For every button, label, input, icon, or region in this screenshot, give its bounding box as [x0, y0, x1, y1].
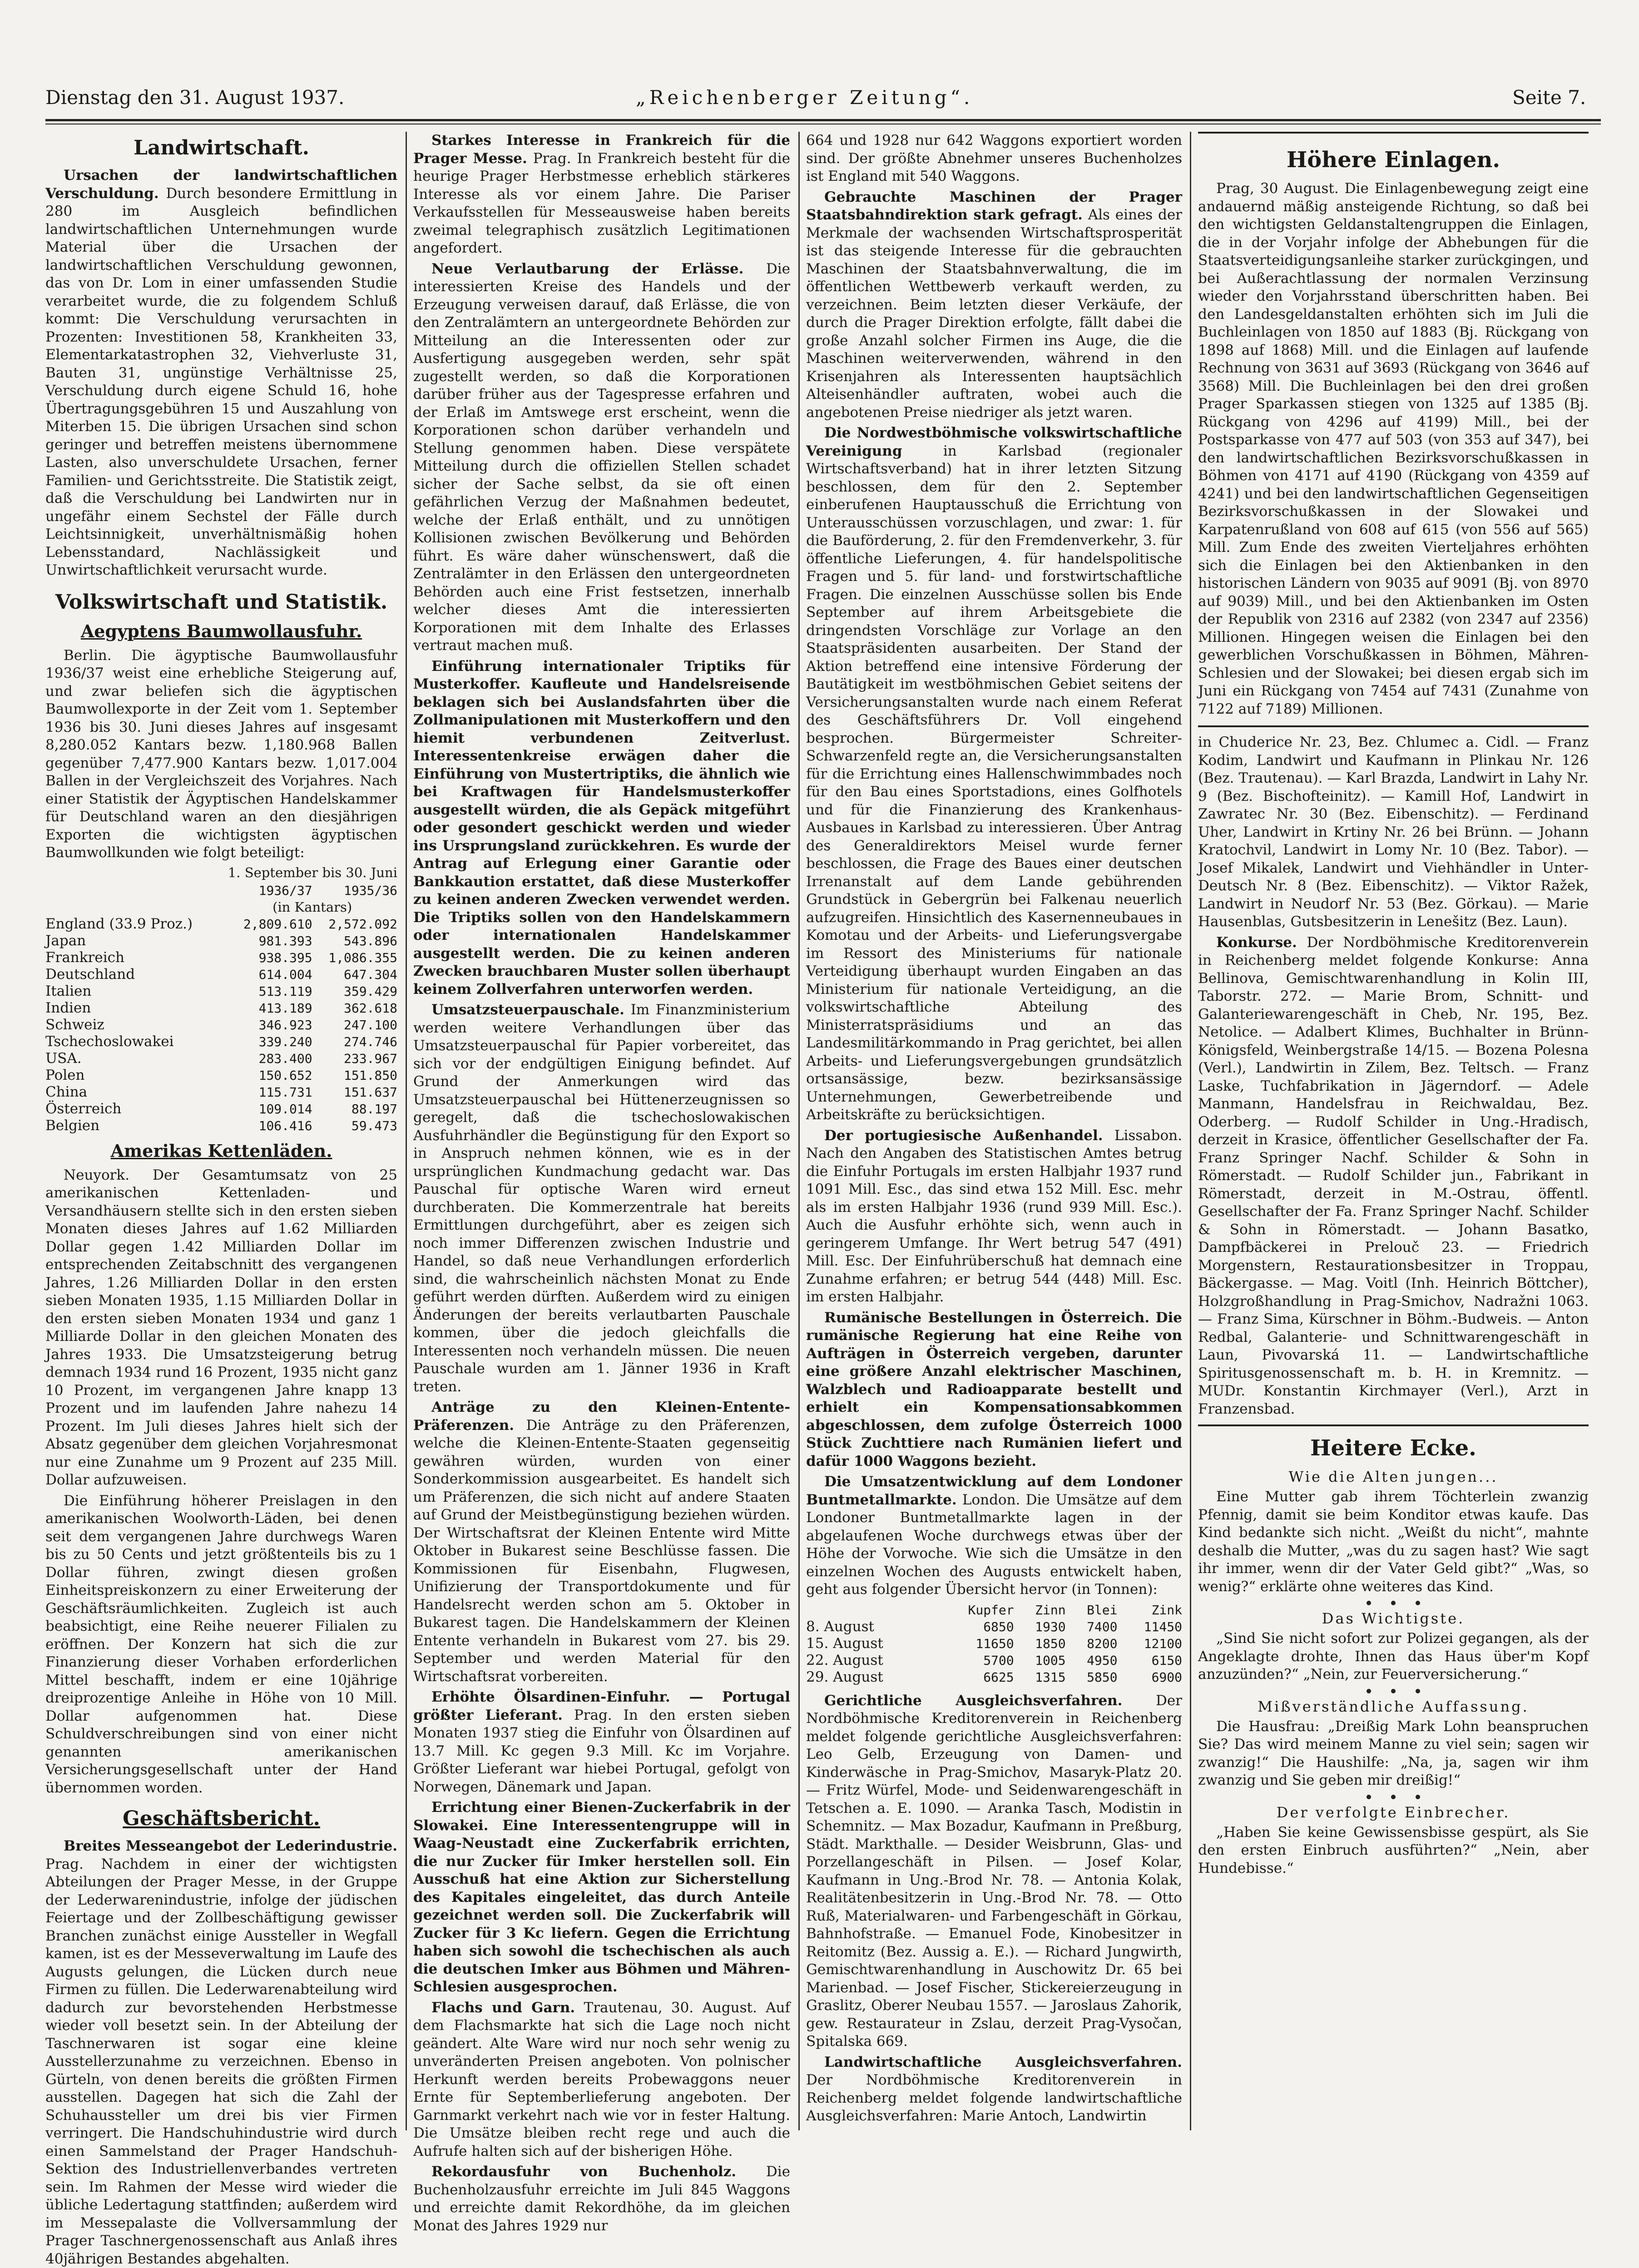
- article-buchenholz-continued: 664 und 1928 nur 642 Waggons exportiert worden sind. Der größte Abnehmer unseres Buchenholzes ist England mit 540 Waggons.: [806, 132, 1182, 184]
- metal-table: [806, 1602, 1182, 1686]
- cotton-country: Japan: [45, 932, 86, 949]
- article-lead: Der portugiesische Außenhandel.: [824, 1127, 1103, 1144]
- metal-zink: 6150: [1151, 1653, 1182, 1668]
- header-rule: [45, 119, 1601, 121]
- article-lead: Ursachen der landwirtschaftlichen Verschuldung.: [45, 167, 397, 202]
- article-lead: Landwirtschaftliche Ausgleichsverfahren.: [824, 2054, 1182, 2070]
- article-einlagen: Prag, 30 August. Die Einlagenbewegung zeigt eine andauernd mäßig ansteigende Richtung, so daß bei den wichtigsten Geldanstaltengruppen die Einlagen, die in der Vorjahr infolge der Abhebungen für die Staatsverteidigungsanleihe starker zurückgingen, und bei Außerachtlassung der normalen Verzinsung wieder den Vorjahrsstand überschritten haben. Bei den Landesgeldanstalten erhöhten sich im Juli die Buchleinlagen von 1850 auf 1883 (Bj. Rückgang von 1898 auf 1868) Mill. und die Einlagen auf laufende Rechnung von 3631 auf 3693 (Rückgang von 3646 auf 3568) Mill. Die Buchleinlagen bei den drei großen Prager Sparkassen stiegen von 1325 auf 1385 (Bj. Rückgang von 4296 auf 4199) Mill., bei der Postsparkasse von 477 auf 503 (von 353 auf 347), bei den landwirtschaftlichen Bezirksvorschußkassen in Böhmen von 4171 auf 4190 (Rückgang von 4359 auf 4241) und bei den landwirtschaftlichen Gegenseitigen Bezirksvorschußkassen in der Slowakei und Karpatenrußland von 608 auf 615 (von 556 auf 565) Mill. Zum Ende des zweiten Vierteljahres erhöhten sich die Einlagen bei den Aktienbanken in den historischen Ländern von 9035 auf 9091 (Bj. von 8970 auf 9039) Mill., und bei den Aktienbanken im Osten der Republik von 2316 auf 2382 (von 2347 auf 2356) Millionen. Hingegen weisen die Einlagen bei den gewerblichen Vorschußkassen in Böhmen, Mähren-Schlesien und der Slowakei; bei diesen ergab sich im Juni ein Rückgang von 7454 auf 7431 (Zunahme von 7122 auf 7189) Millionen.: [1198, 180, 1589, 717]
- metal-col-zink: Zink: [1151, 1602, 1182, 1618]
- metal-table-header: [806, 1602, 1182, 1618]
- article-baumwolle: Berlin. Die ägyptische Baumwollausfuhr 1936/37 weist eine erhebliche Steigerung auf, und zwar beliefen sich die ägyptischen Baumwollexporte in der Zeit vom 1. September 1936 bis 30. Juni dieses Jahres auf insgesamt 8,280.052 Kantars bezw. 1,180.968 Ballen gegenüber 7,477.900 Kantars bezw. 1,017.004 Ballen in der Vergleichszeit des Vorjahres. Nach einer Statistik der Ägyptischen Handelskammer für Deutschland waren an den diesjährigen Exporten die wichtigsten ägyptischen Baumwollkunden wie folgt beteiligt:: [45, 647, 397, 861]
- cotton-value-1936: 115.731: [258, 1084, 312, 1100]
- cotton-value-1936: 283.400: [258, 1051, 312, 1066]
- cotton-value-1935: 359.429: [343, 983, 397, 999]
- article-body: Prag. In den ersten sieben Monaten 1937 stieg die Einfuhr von Ölsardinen auf 13.7 Mill. Kc gegen 9.3 Mill. Kc im Vorjahre. Größter Lieferant war hiebei Portugal, gefolgt von Norwegen, Dänemark und Japan.: [413, 1707, 790, 1795]
- metal-zinn: 1315: [1035, 1669, 1066, 1685]
- heitere-ecke-box: [1198, 1424, 1589, 1877]
- separator-dots: [1198, 1598, 1589, 1607]
- cotton-col-1935: 1935/36: [343, 883, 397, 898]
- metal-table-row: [806, 1635, 1182, 1652]
- article-body: Der Nordböhmische Kreditorenverein in Reichenberg meldet folgende landwirtschaftliche Ausgleichsverfahren: Marie Antoch, Landwirtin: [806, 2072, 1182, 2124]
- cotton-value-1936: 938.395: [258, 950, 312, 965]
- article-lead: Neue Verlautbarung der Erlässe.: [431, 260, 744, 277]
- joke-title-3: Mißverständliche Auffassung.: [1258, 1697, 1529, 1715]
- column-3: [806, 132, 1182, 2130]
- article-lederindustrie: [45, 1837, 397, 2268]
- cotton-value-1936: 106.416: [258, 1118, 312, 1133]
- cotton-country: Frankreich: [45, 949, 124, 966]
- article-konkurse: [1198, 934, 1589, 1419]
- cotton-table-row: [45, 1067, 397, 1084]
- cotton-value-1936: 981.393: [258, 933, 312, 948]
- cotton-table-row: [45, 966, 397, 983]
- joke-text-1: Eine Mutter gab ihrem Töchterlein zwanzig Pfennig, damit sie beim Konditor etwas kaufe. Das Kind bedankte sich nicht. „Weißt du nicht“, mahnte deshalb die Mutter, „was du zu sagen hast? Wie sagt ihr immer, wenn dir der Vater Geld gibt?“ „Was, so wenig?“ erklärte ohne weiteres das Kind.: [1198, 1489, 1589, 1595]
- article-title-kettenlaeden: Amerikas Kettenläden.: [110, 1140, 332, 1161]
- article-lead: Erhöhte Ölsardinen-Einfuhr. — Portugal größter Lieferant.: [413, 1689, 790, 1723]
- article-flachs: [413, 1999, 790, 2161]
- article-kettenlaeden: Neuyork. Der Gesamtumsatz von 25 amerikanischen Kettenladen- und Versandhäusern stellte sich in den ersten sieben Monaten dieses Jahres auf 1.62 Milliarden Dollar gegen 1.42 Milliarden Dollar im entsprechenden Zeitabschnitt des vergangenen Jahres, 1.26 Milliarden Dollar in den ersten sieben Monaten 1935, 1.15 Milliarden Dollar in den ersten sieben Monaten 1934 und ganz 1 Milliarde Dollar in den gleichen Monaten des Jahres 1933. Die Umsatzsteigerung betrug demnach 1934 rund 16 Prozent, 1935 nicht ganz 10 Prozent, im vergangenen Jahre knapp 13 Prozent und im laufenden Jahre nahezu 14 Prozent. Im Juli dieses Jahres hielt sich der Absatz gegenüber dem gleichen Vorjahresmonat nur eine Zunahme um 9 Prozent auf 235 Mill. Dollar aufzuweisen.: [45, 1166, 397, 1488]
- article-body: Der Nordböhmische Kreditorenverein in Reichenberg meldet folgende gerichtliche Ausgleichsverfahren: Leo Gelb, Erzeugung von Damen- und Kinderwäsche in Prag-Smichov, Masaryk-Platz 20. — Fritz Würfel, Mode- und Seidenwarengeschäft in Tetschen a. E. 1090. — Aranka Tasch, Modistin in Schemnitz. — Max Bozadur, Kaufmann in Preßburg, Städt. Markthalle. — Desider Weisbrunn, Glas- und Porzellangeschäft in Pilsen. — Josef Kolar, Kaufmann in Ung.-Brod Nr. 78. — Antonia Kolak, Realitätenbesitzerin in Ung.-Brod Nr. 78. — Otto Ruß, Materialwaren- und Farbengeschäft in Görkau, Bahnhofstraße. — Emanuel Fode, Kinobesitzer in Reitomitz (Bez. Aussig a. E.). — Richard Jungwirth, Gemischtwarenhandlung in Auschowitz Dr. 65 bei Marienbad. — Josef Fischer, Stickereierzeugung in Graslitz, Oberer Neubau 1557. — Jaroslaus Zahorik, gew. Restaurateur in Zslau, derzeit Prag-Vysočan, Spitalska 669.: [806, 1692, 1182, 2050]
- column-2: [413, 132, 790, 2234]
- cotton-table-row: [45, 1017, 397, 1033]
- cotton-table-row: [45, 1117, 397, 1134]
- cotton-country: Belgien: [45, 1117, 100, 1134]
- article-oelsardinen: [413, 1688, 790, 1796]
- section-heading-volkswirtschaft: Volkswirtschaft und Statistik.: [55, 590, 388, 614]
- cotton-table-row: [45, 933, 397, 949]
- header-date: Dienstag den 31. August 1937.: [45, 86, 345, 109]
- joke-text-2: „Sind Sie nicht sofort zur Polizei gegangen, als der Angeklagte drohte, Ihnen das Haus über'm Kopf anzuzünden?“ „Nein, zur Feuerversicherung.“: [1198, 1630, 1589, 1682]
- section-heading-landwirtschaft: Landwirtschaft.: [134, 136, 309, 159]
- cotton-value-1935: 1,086.355: [328, 950, 397, 965]
- metal-kupfer: 5700: [983, 1653, 1014, 1668]
- article-body: Prag. In Frankreich besteht für die heurige Prager Herbstmesse erheblich stärkeres Interesse als vor einem Jahre. Die Pariser Verkaufsstellen für Messeausweise haben bereits zweimal telegraphisch zusätzlich Legitimationen angefordert.: [413, 150, 790, 256]
- column-divider-3: [1190, 132, 1191, 2130]
- cotton-value-1936: 109.014: [258, 1101, 312, 1117]
- article-portugal: [806, 1127, 1182, 1306]
- article-body: Der Nordböhmische Kreditorenverein in Reichenberg meldet folgende Konkurse: Anna Bellinova, Gemischtwarenhandlung in Kolin III, Taborstr. 272. — Marie Brom, Schnitt- und Galanteriewarengeschäft in Cheb, Nr. 195, Bez. Netolice. — Adalbert Klimes, Buchhalter in Brünn-Königsfeld, Weinbergstraße 14/15. — Bozena Polesna (Verl.), Landwirtin in Zilem, Bez. Teltsch. — Franz Laske, Tuchfabrikation in Jägerndorf. — Adele Manmann, Handelsfrau in Reichwaldau, Bez. Oderberg. — Rudolf Schilder in Ung.-Hradisch, derzeit in Krasice, öffentlicher Gesellschafter der Fa. Franz Springer Nachf. Schilder & Sohn in Römerstadt. — Rudolf Schilder jun., Fabrikant in Römerstadt, derzeit in M.-Ostrau, öffentl. Gesellschafter der Fa. Franz Springer Nachf. Schilder & Sohn in Römerstadt. — Johann Basatko, Dampfbäckerei in Prelouč 23. — Friedrich Morgenstern, Restaurationsbesitzer in Troppau, Bäckergasse. — Mag. Voitl (Inh. Heinrich Böttcher), Holzgroßhandlung in Prag-Smichov, Nadražni 1063. — Franz Sima, Kürschner in Böhm.-Budweis. — Anton Redbal, Galanterie- und Schnittwarengeschäft in Laun, Pivovarská 11. — Landwirtschaftliche Spiritusgenossenschaft m. b. H. in Kremnitz. — MUDr. Konstantin Kirchmayer (Verl.), Arzt in Franzensbad.: [1198, 934, 1589, 1417]
- section-heading-geschaeftsbericht: Geschäftsbericht.: [123, 1807, 320, 1830]
- metal-kupfer: 6625: [983, 1669, 1014, 1685]
- article-frankreich-messe: [413, 132, 790, 258]
- metal-zinn: 1005: [1035, 1653, 1066, 1668]
- metal-col-blei: Blei: [1087, 1602, 1118, 1618]
- metal-table-row: [806, 1669, 1182, 1686]
- cotton-table-row: [45, 983, 397, 1000]
- metal-table-row: [806, 1618, 1182, 1635]
- article-lead: Umsatzsteuerpauschale.: [431, 1002, 624, 1018]
- article-body: London. Die Umsätze auf dem Londoner Buntmetallmarkte lagen in der abgelaufenen Woche durchwegs etwas über der Höhe der Vorwoche. Wie sich die Umsätze in den einzelnen Wochen des Augusts entwickelt haben, geht aus folgender Übersicht hervor (in Tonnen):: [806, 1491, 1182, 1598]
- article-rumaenien: [806, 1309, 1182, 1471]
- masthead: „Reichenberger Zeitung“.: [636, 86, 974, 109]
- article-landw-ausgleich: [806, 2054, 1182, 2125]
- box-hoehere-einlagen: [1198, 132, 1589, 727]
- cotton-country: Polen: [45, 1067, 85, 1083]
- cotton-country: Österreich: [45, 1100, 122, 1117]
- article-lead: Gebrauchte Maschinen der Prager Staatsbahndirektion stark gefragt.: [806, 189, 1182, 223]
- article-lead: Gerichtliche Ausgleichsverfahren.: [824, 1692, 1123, 1709]
- article-lead: Einführung internationaler Triptiks für Musterkoffer.: [413, 658, 790, 692]
- article-body: Als eines der Merkmale der wachsenden Wirtschaftsprosperität ist das steigende Interesse für die gebrauchten Maschinen der Staatsbahnverwaltung, die im öffentlichen Wettbewerb verkauft werden, zu verzeichnen. Beim letzten dieser Verkäufe, der durch die Prager Direktion erfolgte, fällt dabei die große Anzahl solcher Firmen ins Auge, die die Maschinen weiterverwenden, während in den Krisenjahren als Interessenten hauptsächlich Alteisenhändler auftraten, wobei auch die angebotenen Preise niedriger als jetzt waren.: [806, 207, 1183, 421]
- page-number: Seite 7.: [1512, 86, 1586, 109]
- metal-blei: 8200: [1087, 1636, 1118, 1651]
- article-body: Prag. Nachdem in einer der wichtigsten Abteilungen der Prager Messe, in der Gruppe der Lederwarenindustrie, infolge der jüdischen Feiertage und der Zollbeschäftigung gewisser Branchen zunächst einige Aussteller in Wegfall kamen, ist es der Messeverwaltung im Laufe des Augusts gelungen, die Lücken durch neue Firmen zu füllen. Die Lederwarenabteilung wird dadurch zur bevorstehenden Herbstmesse wieder voll besetzt sein. In der Abteilung der Taschnerwaren ist sogar eine kleine Ausstellerzunahme zu verzeichnen. Ebenso in Gürteln, von denen bereits die größten Firmen ausstellen. Dagegen hat sich die Zahl der Schuhaussteller um drei bis vier Firmen verringert. Die Handschuhindustrie wird durch einen Sammelstand der Prager Handschuh-Sektion des Industriellenverbandes vertreten sein. Im Rahmen der Messe wird wieder die übliche Ledertagung stattfinden; außerdem wird im Messepalaste die Vollversammlung der Prager Taschnergenossenschaft aus Anlaß ihres 40jährigen Bestandes abgehalten.: [45, 1856, 397, 2267]
- metal-zinn: 1930: [1035, 1619, 1066, 1634]
- joke-text-3: Die Hausfrau: „Dreißig Mark Lohn beanspruchen Sie? Das wird meinem Manne zu viel sein; sagen wir zwanzig!“ Die Haushilfe: „Na, ja, sagen wir ihm zwanzig und Sie geben mir dreißig!“: [1198, 1718, 1589, 1788]
- metal-zinn: 1850: [1035, 1636, 1066, 1651]
- cotton-value-1935: 2,572.092: [328, 916, 397, 932]
- cotton-value-1935: 233.967: [343, 1051, 397, 1066]
- cotton-country: Schweiz: [45, 1016, 104, 1033]
- article-body: Die rumänische Regierung hat eine Reihe von Aufträgen in Österreich vergeben, darunter eine größere Anzahl elektrischer Maschinen, Walzblech und Radioapparate bestellt und erhielt ein Kompensationsabkommen abgeschlossen, dem zufolge Österreich 1000 Stück Zuchttiere nach Rumänien liefert und dafür 1000 Waggons bezieht.: [806, 1309, 1182, 1469]
- metal-blei: 4950: [1087, 1653, 1118, 1668]
- article-lead: Rumänische Bestellungen in Österreich.: [824, 1309, 1150, 1326]
- cotton-value-1935: 543.896: [343, 933, 397, 948]
- cotton-country: Deutschland: [45, 966, 135, 983]
- article-title-baumwolle: Aegyptens Baumwollausfuhr.: [80, 620, 362, 641]
- article-landw-ausgleich-continued: in Chuderice Nr. 23, Bez. Chlumec a. Cidl. — Franz Kodim, Landwirt und Kaufmann in Plinkau Nr. 126 (Bez. Trautenau). — Karl Brazda, Landwirt in Lahy Nr. 9 (Bez. Bischofteinitz). — Kamill Hof, Landwirt in Zawratec Nr. 30 (Bez. Eibenschitz). — Ferdinand Uher, Landwirt in Krtiny Nr. 26 bei Brünn. — Johann Kratochvil, Landwirt in Lomy Nr. 10 (Bez. Tabor). — Josef Mikalek, Landwirt und Viehhändler in Unter-Deutsch Nr. 8 (Bez. Eibenschitz). — Viktor Ražek, Landwirt in Neudorf Nr. 53 (Bez. Görkau). — Marie Hausenblas, Gutsbesitzerin in Lenešitz (Bez. Laun).: [1198, 734, 1589, 930]
- article-umsatzsteuer: [413, 1001, 790, 1396]
- cotton-value-1935: 274.746: [343, 1034, 397, 1049]
- metal-zink: 12100: [1144, 1636, 1182, 1651]
- metal-date: 22. August: [806, 1652, 883, 1668]
- article-maschinen: [806, 189, 1182, 422]
- cotton-value-1935: 647.304: [343, 967, 397, 982]
- cotton-value-1936: 346.923: [258, 1017, 312, 1032]
- joke-title-1: Wie die Alten jungen...: [1288, 1468, 1498, 1485]
- metal-table-row: [806, 1652, 1182, 1669]
- cotton-table-header: [45, 882, 397, 899]
- article-woolworth: Die Einführung höherer Preislagen in den amerikanischen Woolworth-Läden, bei denen seit dem vergangenen Jahre durchwegs Waren bis zu 50 Cents und jetzt größtenteils bis zu 1 Dollar führen, zwingt diesen großen Einheitspreiskonzern zu einer Erweiterung der Geschäftsräumlichkeiten. Zugleich ist auch beabsichtigt, eine Reihe neuerer Filialen zu eröffnen. Der Konzern hat sich die zur Finanzierung dieser Vorhaben erforderlichen Mittel beschafft, indem er eine 10jährige dreiprozentige Anleihe in Höhe von 10 Mill. Dollar aufgenommen hat. Diese Schuldverschreibungen sind von einer nicht genannten amerikanischen Versicherungsgesellschaft unter der Hand übernommen worden.: [45, 1492, 397, 1796]
- separator-dots: [1198, 1687, 1589, 1695]
- article-lead: Anträge zu den Kleinen-Entente-Präferenzen.: [413, 1399, 790, 1434]
- metal-blei: 5850: [1087, 1669, 1118, 1685]
- cotton-value-1935: 151.850: [343, 1067, 397, 1083]
- article-erlaesse: [413, 260, 790, 655]
- article-verschuldung: [45, 167, 397, 580]
- article-body: in Karlsbad (regionaler Wirtschaftsverband) hat in ihrer letzten Sitzung beschlossen, dem für den 2. September einberufenen Hauptausschuß die Errichtung von Unterausschüssen vorzuschlagen, und zwar: 1. für die Bauförderung, 2. für den Fremdenverkehr, 3. für öffentliche Lieferungen, 4. für handelspolitische Fragen und 5. für land- und forstwirtschaftliche Fragen. Die einzelnen Ausschüsse sollen bis Ende September auf ihrem Arbeitsgebiete die dringendsten Vorschläge zur Vorlage an den Staatspräsidenten ausarbeiten. Der Stand der Aktion betreffend eine intensive Förderung der Bautätigkeit im westböhmischen Gebiet seitens der Versicherungsanstalten wurde nach einem Referat des Geschäftsführers Dr. Voll eingehend besprochen. Bürgermeister Schreiter-Schwarzenfeld regte an, die Versicherungsanstalten für die Errichtung eines Hallenschwimmbades noch für den Bau eines Sportstadions, eines Golfhotels und für die Finanzierung des Krankenhaus-Ausbaues in Karlsbad zu interessieren. Über Antrag des Generaldirektors Meisel wurde ferner beschlossen, die Frage des Baues einer deutschen Irrenanstalt auf dem Lande gebührenden Grundstück in Gebergrün bei Falkenau neuerlich aufzugreifen. Hinsichtlich des Kasernenneubaues in Komotau und der Arbeits- und Lieferungsvergabe im Ressort des Ministeriums für nationale Verteidigung überhaupt wurden Eingaben an das Ministerium für nationale Verteidigung, an die volkswirtschaftliche Abteilung des Ministerratspräsidiums und an das Landesmilitärkommando in Prag gerichtet, bei allen Arbeits- und Lieferungsvergebungen grundsätzlich ortsansässige, bezw. bezirksansässige Unternehmungen, Gewerbetreibende und Arbeitskräfte zu berücksichtigen.: [806, 442, 1182, 1123]
- article-body: Trautenau, 30. August. Auf dem Flachsmarkte hat sich die Lage noch nicht geändert. Alte Ware wird nur noch sehr wenig zu unveränderten Preisen angeboten. Von polnischer Herkunft werden bereits Probewaggons neuer Ernte für Septemberlieferung angeboten. Der Garnmarkt verkehrt nach wie vor in fester Haltung. Die Umsätze bleiben recht rege und auch die Aufrufe halten sich auf der bisherigen Höhe.: [413, 1999, 790, 2159]
- cotton-value-1936: 2,809.610: [243, 916, 312, 932]
- article-body: Im Finanzministerium werden weitere Verhandlungen über das Umsatzsteuerpauschal für Papier vorbereitet, das sich vor der endgültigen Einigung befindet. Auf Grund der Anmerkungen wird das Umsatzsteuerpauschal bei Hüttenerzeugnissen so geregelt, daß die tschechoslowakischen Ausfuhrhändler die Begünstigung für den Export so in Anspruch nehmen können, wie es in der ursprünglichen Kundmachung gedacht war. Das Pauschal für optische Waren wird erneut durchberaten. Die Kommerzentrale hat bereits Ermittlungen durchgeführt, aber es zeigen sich noch immer Differenzen zwischen Industrie und Handel, so daß neue Verhandlungen erforderlich sind, die wahrscheinlich nächsten Monat zu Ende geführt werden dürften. Außerdem wird zu einigen Änderungen der bereits verlautbarten Pauschale kommen, über die jedoch gleichfalls die Interessenten noch verhandeln müssen. Die neuen Pauschale wurden am 1. Jänner 1936 in Kraft treten.: [413, 1002, 790, 1395]
- article-lead: Errichtung einer Bienen-Zuckerfabrik in der Slowakei.: [413, 1799, 790, 1834]
- cotton-table: [45, 882, 397, 1134]
- cotton-country: Italien: [45, 983, 92, 999]
- article-lead: Flachs und Garn.: [431, 1999, 575, 2016]
- cotton-table-row: [45, 1050, 397, 1067]
- metal-kupfer: 11650: [975, 1636, 1014, 1651]
- metal-date: 8. August: [806, 1618, 874, 1635]
- joke-text-4: „Haben Sie keine Gewissensbisse gespürt, als Sie den ersten Einbruch ausführten?“ „Nein, aber Hundebisse.“: [1198, 1824, 1589, 1876]
- article-nordwestboehmische: [806, 424, 1182, 1124]
- article-body: Die Anträge zu den Präferenzen, welche die Kleinen-Entente-Staaten gegenseitig gewähren würden, wurden von einer Sonderkommission ausgearbeitet. Es handelt sich um Präferenzen, die sich nicht auf andere Staaten auf Grund der Meistbegünstigung beziehen würden. Der Wirtschaftsrat der Kleinen Entente wird Mitte Oktober in Bukarest seine Beschlüsse fassen. Die Kommissionen für Eisenbahn, Flugwesen, Unifizierung der Transportdokumente und für Handelsrecht werden schon am 5. Oktober in Bukarest tagen. Die Handelskammern der Kleinen Entente verhandeln in Bukarest vom 27. bis 29. September und werden Material für den Wirtschaftsrat vorbereiten.: [413, 1417, 790, 1685]
- cotton-value-1936: 513.119: [258, 983, 312, 999]
- cotton-table-period: 1. September bis 30. Juni: [228, 864, 397, 880]
- cotton-table-row: [45, 1084, 397, 1101]
- cotton-value-1936: 614.004: [258, 967, 312, 982]
- metal-blei: 7400: [1087, 1619, 1118, 1634]
- column-divider-2: [798, 132, 800, 2130]
- cotton-value-1935: 88.197: [351, 1101, 397, 1117]
- cotton-table-row: [45, 949, 397, 966]
- cotton-value-1936: 339.240: [258, 1034, 312, 1049]
- separator-dots: [1198, 1792, 1589, 1801]
- article-triptiks: [413, 658, 790, 999]
- cotton-col-1936: 1936/37: [258, 883, 312, 898]
- cotton-value-1935: 59.473: [351, 1118, 397, 1133]
- article-kleine-entente: [413, 1399, 790, 1686]
- cotton-country: Tschechoslowakei: [45, 1033, 174, 1050]
- cotton-table-row: [45, 1101, 397, 1117]
- article-body: Durch besondere Ermittlung in 280 im Ausgleich befindlichen landwirtschaftlichen Unternehmungen wurde Material über die Ursachen der landwirtschaftlichen Verschuldung gewonnen, das von Dr. Lom in einer umfassenden Studie verarbeitet wurde, die zu folgendem Schluß kommt: Die Verschuldung verursachten in Prozenten: Investitionen 58, Krankheiten 33, Elementarkatastrophen 32, Viehverluste 31, Bauten 31, ungünstige Verhältnisse 25, Verschuldung durch eigene Schuld 16, hohe Übertragungsgebühren 15 und Auszahlung von Miterben 15. Die übrigen Ursachen sind schon geringer und betreffen meistens übernommene Lasten, also unverschuldete Ursachen, ferner Familien- und Gerichtsstreite. Die Statistik zeigt, daß die Verschuldung bei Landwirten nur in ungefähr einem Sechstel der Fälle durch Leichtsinnigkeit, unverhältnismäßig hohen Lebensstandard, Nachlässigkeit und Unwirtschaftlichkeit verursacht wurde.: [45, 185, 397, 578]
- article-lead: Rekordausfuhr von Buchenholz.: [431, 2164, 737, 2180]
- cotton-table-row: [45, 1033, 397, 1050]
- metal-zink: 11450: [1144, 1619, 1182, 1634]
- cotton-table-row: [45, 1000, 397, 1017]
- article-lead: Starkes Interesse in Frankreich für die Prager Messe.: [413, 132, 790, 167]
- article-lead: Konkurse.: [1216, 934, 1297, 951]
- box-title-einlagen: Höhere Einlagen.: [1286, 147, 1500, 173]
- article-body: Eine Interessentengruppe will in Waag-Neustadt eine Zuckerfabrik errichten, die nur Zucker für Imker herstellen soll. Ein Ausschuß hat eine Aktion zur Sicherstellung des Kapitales eingeleitet, das durch Anteile gezeichnet werden soll. Die Zuckerfabrik will Zucker für 3 Kc liefern. Gegen die Errichtung haben sich sowohl die tschechischen als auch die deutschen Imker aus Böhmen und Mähren-Schlesien ausgesprochen.: [413, 1817, 790, 1995]
- column-1: [45, 132, 397, 2267]
- cotton-value-1935: 362.618: [343, 1000, 397, 1016]
- metal-col-zinn: Zinn: [1035, 1602, 1066, 1618]
- metal-col-kupfer: Kupfer: [968, 1602, 1014, 1618]
- metal-date: 15. August: [806, 1635, 883, 1652]
- box-title-heitere-ecke: Heitere Ecke.: [1310, 1435, 1476, 1461]
- article-body: Die interessierten Kreise des Handels und der Erzeugung verweisen darauf, daß Erlässe, die von den Zentralämtern an untergeordnete Behörden zur Mitteilung an die Interessenten oder zur Ausfertigung ausgegeben werden, sehr spät zugestellt werden, so daß die Korporationen darüber früher aus der Tagespresse erfahren und der Erlaß im Amtswege erst erscheint, wenn die Korporationen schon darüber verhandeln und Stellung genommen haben. Diese verspätete Mitteilung durch die offiziellen Stellen schadet sicher der Sache selbst, da sie oft einen gefährlichen Verzug der Maßnahmen bedeutet, welche der Erlaß enthält, und zu unnötigen Kollisionen zwischen Bevölkerung und Behörden führt. Es wäre daher wünschenswert, daß die Zentralämter in den Erlässen den untergeordneten Behörden auch eine Frist festsetzen, innerhalb welcher dieses Amt die interessierten Korporationen mit dem Inhalte des Erlasses vertraut machen muß.: [413, 260, 790, 654]
- cotton-table-row: [45, 916, 397, 933]
- cotton-value-1935: 247.100: [343, 1017, 397, 1032]
- article-lead: Die Umsatzentwicklung auf dem Londoner Buntmetallmarkte.: [806, 1474, 1182, 1508]
- joke-title-4: Der verfolgte Einbrecher.: [1276, 1803, 1510, 1821]
- cotton-country: England (33.9 Proz.): [45, 915, 193, 932]
- article-body: Kaufleute und Handelsreisende beklagen sich bei Auslandsfahrten über die Zollmanipulationen mit Musterkoffern und den hiemit verbundenen Zeitverlust. Interessentenkreise erwägen daher die Einführung von Mustertriptiks, die ähnlich wie bei Kraftwagen für Handelsmusterkoffer ausgestellt würden, die als Gepäck mitgeführt oder gesondert geschickt werden und wieder ins Ursprungsland zurückkehren. Es wurde der Antrag auf Erlegung einer Garantie oder Bankkaution erstattet, daß diese Musterkoffer zu keinen anderen Zwecken verwendet werden. Die Triptiks sollen von den Handelskammern oder internationalen Handelskammer ausgestellt werden. Die zu keinen anderen Zwecken brauchbaren Muster sollen überhaupt keinem Zollverfahren unterworfen werden.: [413, 676, 790, 998]
- cotton-country: China: [45, 1083, 88, 1100]
- cotton-value-1936: 150.652: [258, 1067, 312, 1083]
- column-divider-1: [406, 132, 407, 2130]
- article-lead: Breites Messeangebot der Lederindustrie.: [64, 1838, 397, 1854]
- cotton-table-unit: (in Kantars): [272, 899, 352, 915]
- cotton-value-1935: 151.637: [343, 1084, 397, 1100]
- article-body: Die Buchenholzausfuhr erreichte im Juli 845 Waggons und erreichte damit Rekordhöhe, da im gleichen Monat des Jahres 1929 nur: [413, 2164, 790, 2234]
- joke-title-2: Das Wichtigste.: [1322, 1610, 1465, 1627]
- article-buchenholz: [413, 2163, 790, 2235]
- cotton-value-1936: 413.189: [258, 1000, 312, 1016]
- column-4: [1198, 132, 1589, 2130]
- article-buntmetall: [806, 1473, 1182, 1599]
- metal-date: 29. August: [806, 1668, 883, 1685]
- cotton-country: Indien: [45, 999, 91, 1016]
- metal-kupfer: 6850: [983, 1619, 1014, 1634]
- article-zuckerfabrik: [413, 1799, 790, 1996]
- cotton-country: USA.: [45, 1050, 82, 1067]
- article-ausgleichsverfahren: [806, 1692, 1182, 2051]
- article-lead: Die Nordwestböhmische volkswirtschaftliche Vereinigung: [806, 425, 1182, 459]
- metal-zink: 6900: [1151, 1669, 1182, 1685]
- article-body: Lissabon. Nach den Angaben des Statistischen Amtes betrug die Einfuhr Portugals im ersten Halbjahr 1937 rund 1091 Mill. Esc., das sind etwa 152 Mill. Esc. mehr als im ersten Halbjahr 1936 (rund 939 Mill. Esc.). Auch die Ausfuhr erhöhte sich, wenn auch in geringerem Umfange. Ihr Wert betrug 547 (491) Mill. Esc. Der Einfuhrüberschuß hat demnach eine Zunahme erfahren; er betrug 544 (448) Mill. Esc. im ersten Halbjahr.: [806, 1127, 1182, 1305]
